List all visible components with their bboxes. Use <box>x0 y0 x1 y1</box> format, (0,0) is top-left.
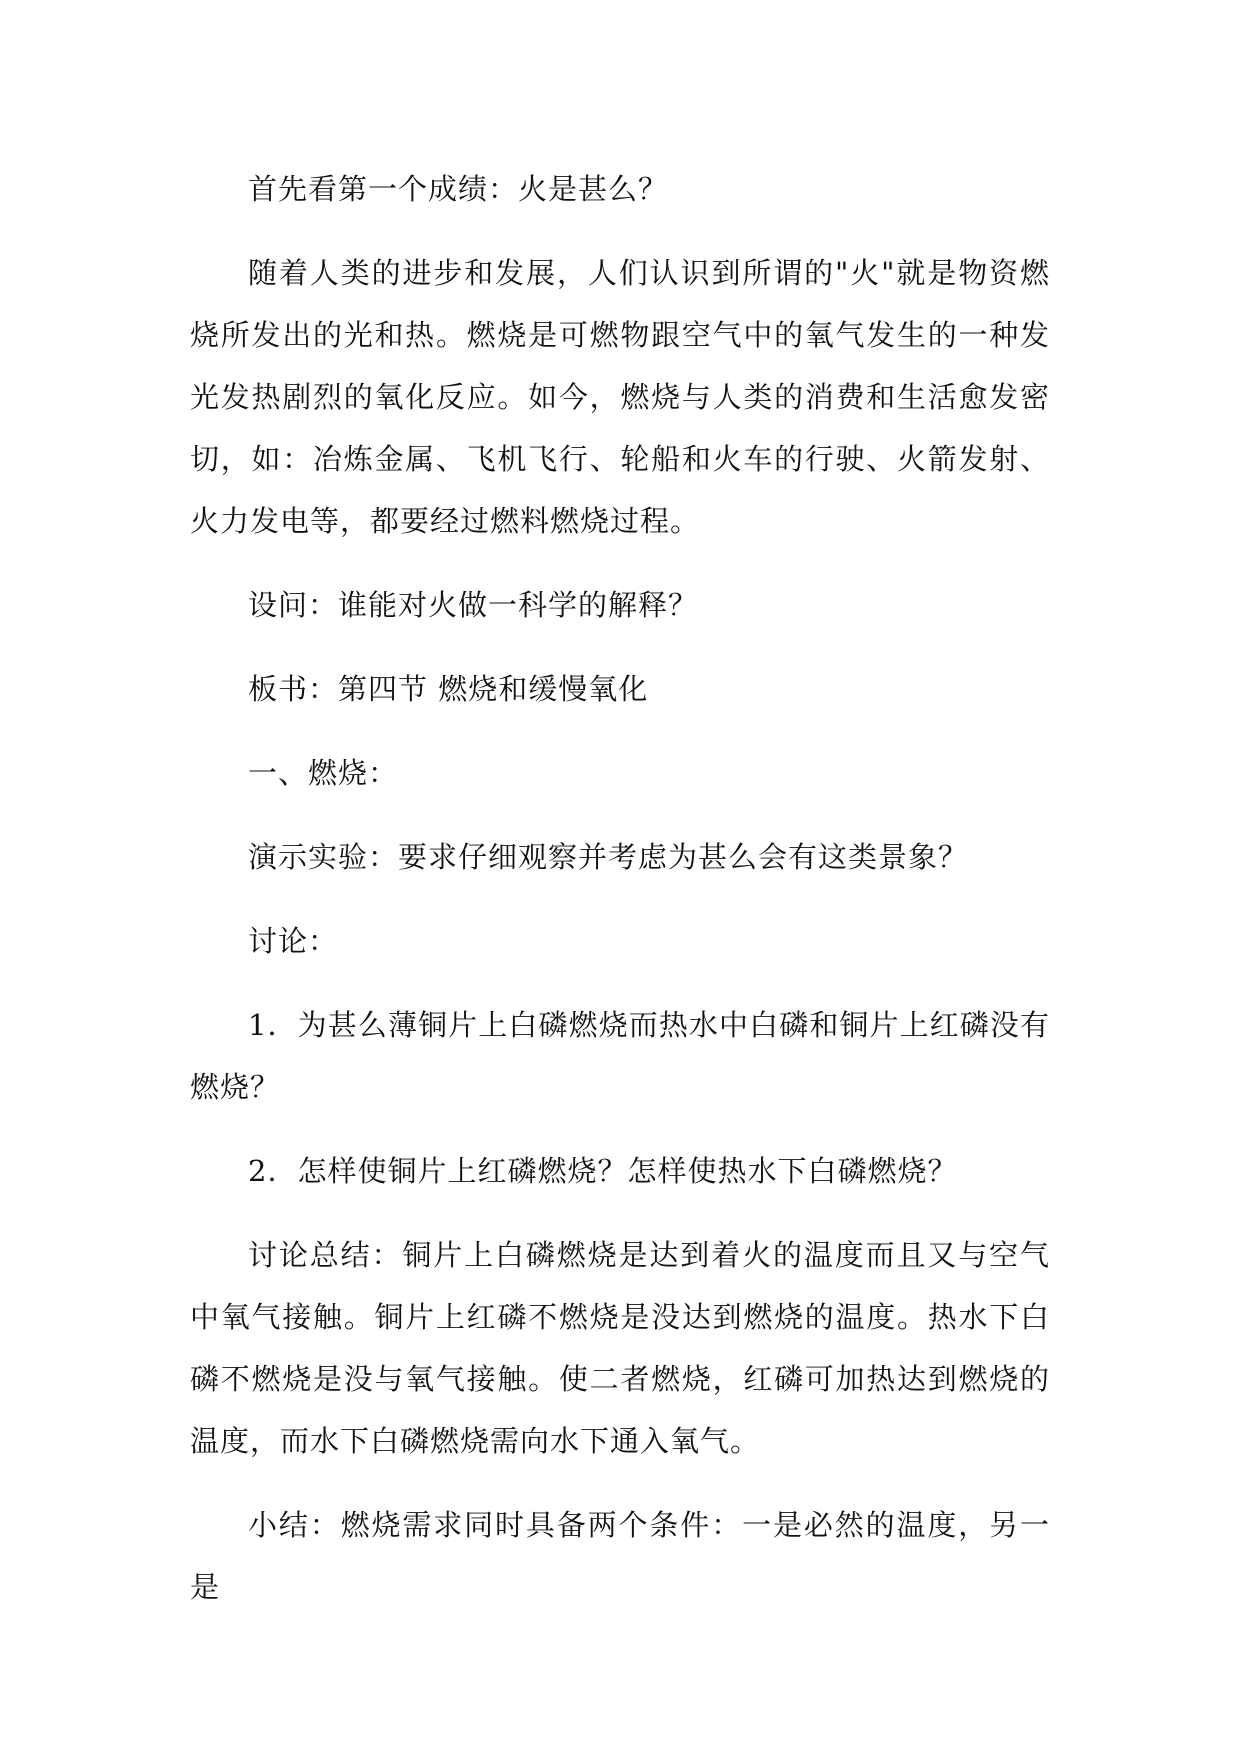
document-body <box>190 158 1050 1640</box>
paragraph-conclusion: 小结：燃烧需求同时具备两个条件：一是必然的温度，另一是 <box>190 1508 1050 1604</box>
paragraph-discussion-item-1: 1．为甚么薄铜片上白磷燃烧而热水中白磷和铜片上红磷没有燃烧？ <box>190 1008 1050 1104</box>
paragraph-demo-experiment: 演示实验：要求仔细观察并考虑为甚么会有这类景象？ <box>248 840 969 874</box>
paragraph-discussion-summary: 讨论总结：铜片上白磷燃烧是达到着火的温度而且又与空气中氧气接触。铜片上红磷不燃烧是没达到燃烧的温度。热水下白磷不燃烧是没与氧气接触。使二者燃烧，红磷可加热达到燃烧的温度，而水下白磷燃烧需向水下通入氧气。 <box>190 1238 1050 1458</box>
paragraph-discussion-item-2: 2．怎样使铜片上红磷燃烧？怎样使热水下白磷燃烧？ <box>248 1154 958 1188</box>
paragraph-discussion-label: 讨论： <box>248 924 339 958</box>
paragraph-blackboard-title: 板书：第四节 燃烧和缓慢氧化 <box>248 672 649 706</box>
paragraph-fire-explanation: 随着人类的进步和发展，人们认识到所谓的"火"就是物资燃烧所发出的光和热。燃烧是可燃物跟空气中的氧气发生的一种发光发热剧烈的氧化反应。如今，燃烧与人类的消费和生活愈发密切，如：冶炼金属、飞机飞行、轮船和火车的行驶、火箭发射、火力发电等，都要经过燃料燃烧过程。 <box>190 256 1050 538</box>
paragraph-section-heading: 一、燃烧： <box>248 756 399 790</box>
paragraph-ask-question: 设问：谁能对火做一科学的解释？ <box>248 588 699 622</box>
paragraph-question-fire: 首先看第一个成绩：火是甚么？ <box>248 172 669 206</box>
